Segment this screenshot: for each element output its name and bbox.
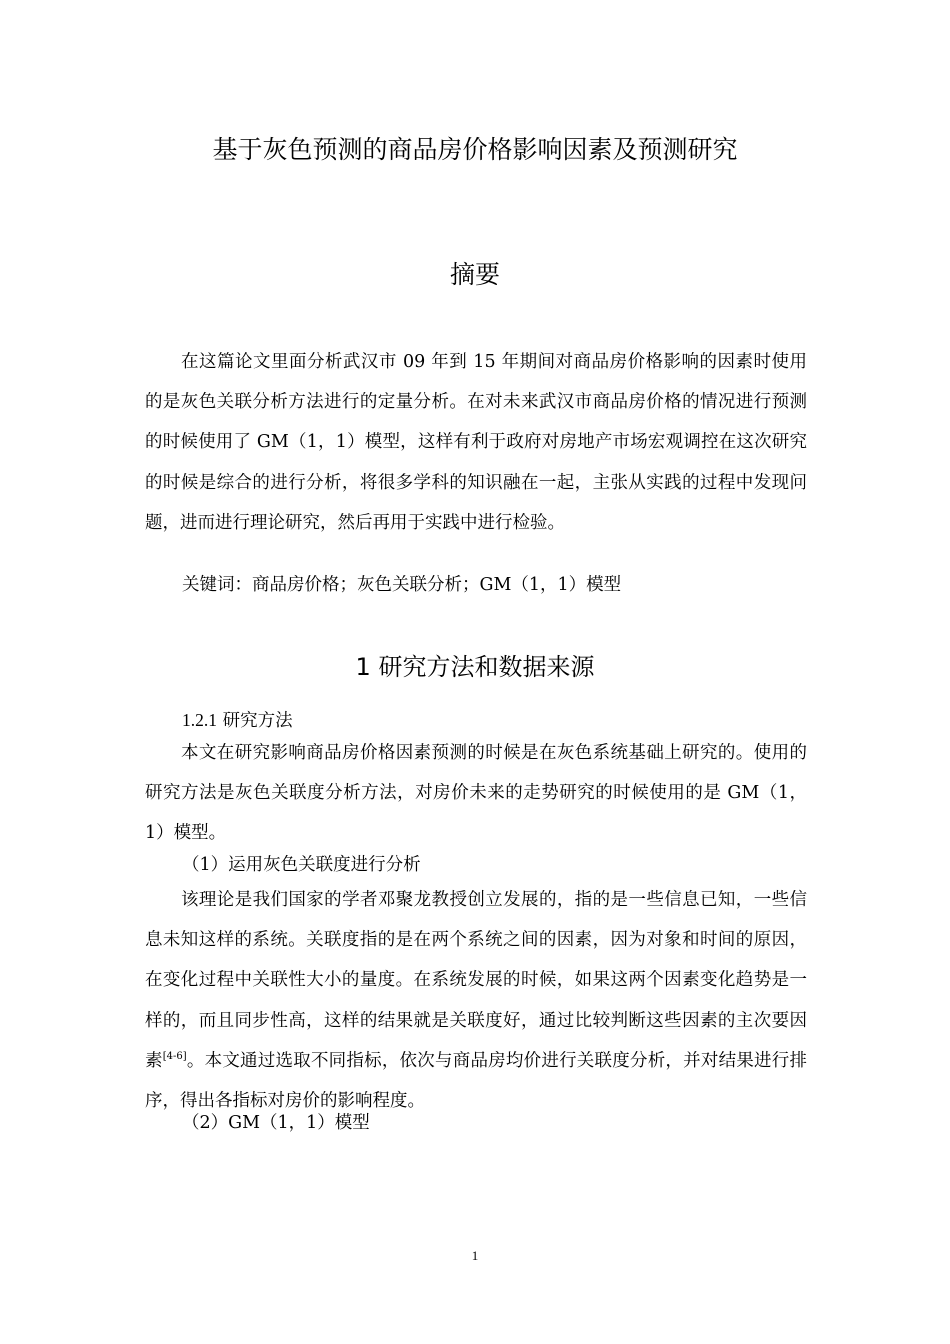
section-heading: 1 研究方法和数据来源 bbox=[355, 653, 595, 681]
page-number: 1 bbox=[471, 1248, 479, 1263]
grey-theory-paragraph bbox=[145, 880, 807, 1121]
subsection-title: 研究方法 bbox=[222, 711, 293, 731]
keywords-text: 商品房价格；灰色关联分析；GM（1，1）模型 bbox=[252, 575, 622, 595]
methods-paragraph: 本文在研究影响商品房价格因素预测的时候是在灰色系统基础上研究的。使用的研究方法是灰色关联度分析方法，对房价未来的走势研究的时候使用的是 GM（1，1）模型。 bbox=[145, 743, 807, 844]
paper-title: 基于灰色预测的商品房价格影响因素及预测研究 bbox=[212, 135, 738, 164]
method-item-grey-relational: （1）运用灰色关联度进行分析 bbox=[182, 855, 421, 875]
keywords-label: 关键词： bbox=[182, 575, 252, 595]
abstract-body: 在这篇论文里面分析武汉市 09 年到 15 年期间对商品房价格影响的因素时使用的是灰色关联分析方法进行的定量分析。在对未来武汉市商品房价格的情况进行预测的时候使用了 GM（1，1）模型，这样有利于政府对房地产市场宏观调控在这次研究的时候是综合的进行分析，将很多学科的知识融在一起，主张从实践的过程中发现问题，进而进行理论研究，然后再用于实践中进行检验。 bbox=[145, 352, 807, 533]
abstract-heading: 摘要 bbox=[449, 260, 500, 289]
subsection-number: 1.2.1 bbox=[182, 710, 217, 730]
subsection-heading bbox=[182, 705, 293, 736]
keywords-line bbox=[182, 565, 621, 605]
grey-theory-text-a: 该理论是我们国家的学者邓聚龙教授创立发展的，指的是一些信息已知，一些信息未知这样的系统。关联度指的是在两个系统之间的因素，因为对象和时间的原因，在变化过程中关联性大小的量度。在系统发展的时候，如果这两个因素变化趋势是一样的，而且同步性高，这样的结果就是关联度好，通过比较判断这些因素的主次要因素 bbox=[145, 890, 807, 1071]
grey-theory-text-b: 。本文通过选取不同指标，依次与商品房均价进行关联度分析，并对结果进行排序，得出各指标对房价的影响程度。 bbox=[145, 1050, 808, 1112]
method-item-gm-model: （2）GM（1，1）模型 bbox=[182, 1113, 370, 1133]
citation-4-6: [4-6] bbox=[162, 1050, 187, 1062]
